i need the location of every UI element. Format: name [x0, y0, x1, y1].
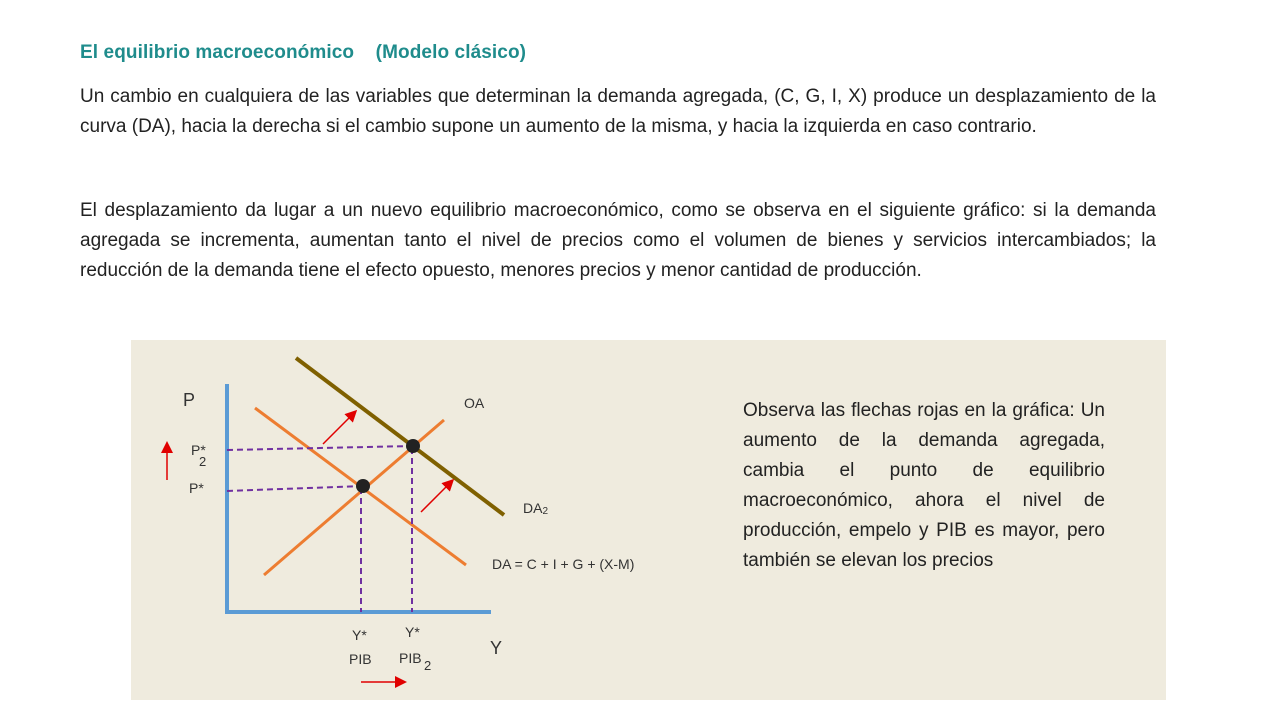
- output-1-label: Y*: [352, 627, 367, 643]
- arrow-da2-shift: [323, 412, 355, 444]
- output-2-sub: 2: [424, 658, 432, 673]
- paragraph-2: El desplazamiento da lugar a un nuevo equilibrio macroeconómico, como se observa en el siguiente gráfico: si la demanda agregada se incrementa, aumentan tanto el nivel de precios como el volumen de bienes y servicios intercambiados; la reducción de la demanda tiene el efecto opuesto, menores precios y menor cantidad de producción.: [80, 200, 1156, 281]
- axis-x-label: Y: [490, 638, 503, 658]
- equilibrium-point-1: [356, 479, 370, 493]
- da-label: DA = C + I + G + (X-M): [492, 556, 635, 572]
- da2-label: [523, 500, 548, 517]
- page-title: El equilibrio macroeconómico (Modelo clásico): [80, 42, 527, 63]
- equilibrium-point-2: [406, 439, 420, 453]
- price-2-label: P*: [191, 442, 206, 458]
- paragraph-1: Un cambio en cualquiera de las variables que determinan la demanda agregada, (C, G, I, X) produce un desplazamiento de la curva (DA), hacia la derecha si el cambio supone un aumento de la misma, y hacia la izquierda en caso contrario.: [80, 86, 1156, 137]
- output-2-sub-label: PIB: [399, 650, 422, 666]
- output-2-label: Y*: [405, 624, 420, 640]
- guide-p1-horizontal: [227, 486, 363, 491]
- arrow-da-shift: [421, 481, 452, 512]
- axis-y-label: P: [183, 390, 196, 410]
- price-1-label: P*: [189, 480, 204, 496]
- price-2-sub: 2: [199, 454, 207, 469]
- guide-p2-horizontal: [227, 446, 413, 450]
- oa-label: OA: [464, 395, 485, 411]
- output-1-sub-label: PIB: [349, 651, 372, 667]
- da2-label-main: DA: [523, 500, 543, 516]
- oa-curve: [296, 358, 504, 515]
- side-note: Observa las flechas rojas en la gráfica: Un aumento de la demanda agregada, cambia el punto de equilibrio macroeconómico, ahora el nivel de producción, empelo y PIB es mayor, pero también se elevan los precios: [743, 400, 1105, 571]
- diagram-panel: [131, 340, 1166, 700]
- da2-label-sub: 2: [542, 506, 549, 517]
